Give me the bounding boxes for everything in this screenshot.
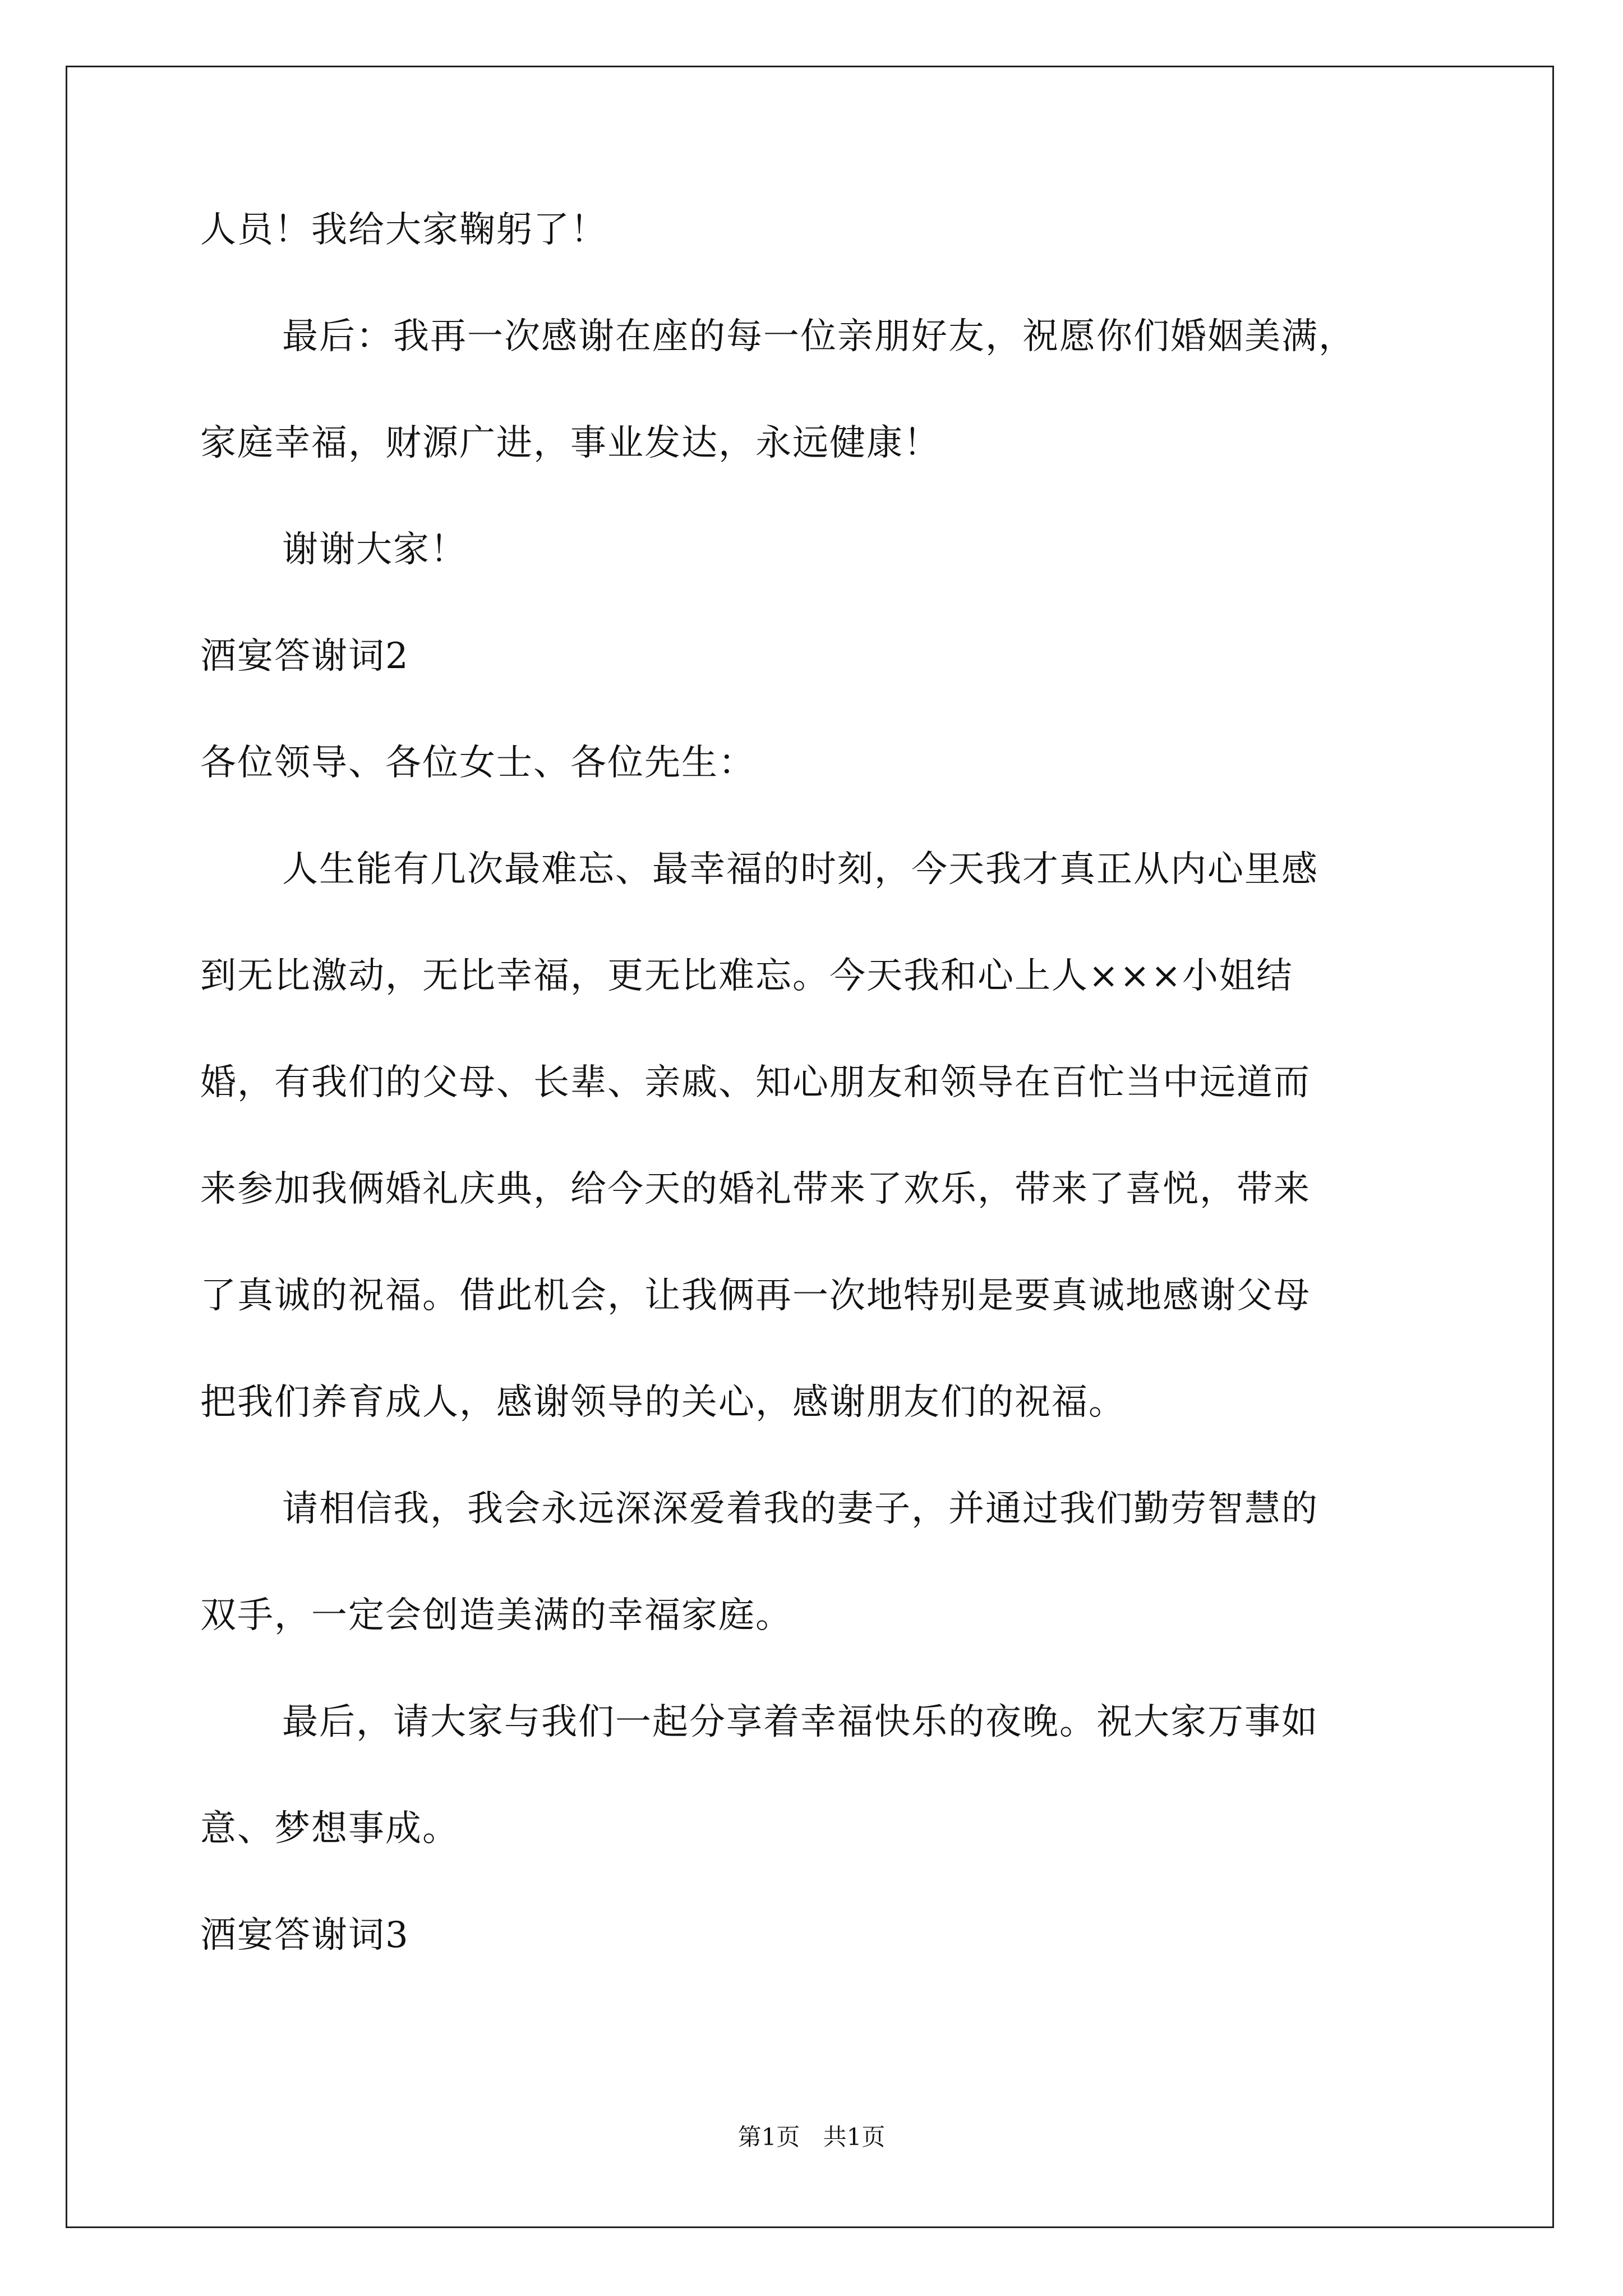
text-line: 把我们养育成人，感谢领导的关心，感谢朋友们的祝福。 — [200, 1382, 1126, 1423]
text-line: 最后：我再一次感谢在座的每一位亲朋好友，祝愿你们婚姻美满， — [282, 316, 1355, 357]
text-line: 请相信我，我会永远深深爱着我的妻子，并通过我们勤劳智慧的 — [282, 1488, 1318, 1530]
text-line: 家庭幸福，财源广进，事业发达，永远健康！ — [200, 422, 940, 464]
text-line: 婚，有我们的父母、长辈、亲戚、知心朋友和领导在百忙当中远道而 — [200, 1062, 1311, 1103]
text-line: 最后，请大家与我们一起分享着幸福快乐的夜晚。祝大家万事如 — [282, 1701, 1318, 1743]
text-line: 谢谢大家！ — [282, 529, 467, 570]
page-number: 第1页 — [737, 2123, 800, 2151]
section-heading: 酒宴答谢词2 — [200, 636, 409, 677]
text-line: 了真诚的祝福。借此机会，让我俩再一次地特别是要真诚地感谢父母 — [200, 1275, 1311, 1317]
text-line: 到无比激动，无比幸福，更无比难忘。今天我和心上人×××小姐结 — [200, 955, 1293, 997]
text-line: 来参加我俩婚礼庆典，给今天的婚礼带来了欢乐，带来了喜悦，带来 — [200, 1168, 1311, 1210]
section-heading: 酒宴答谢词3 — [200, 1915, 409, 1956]
page-footer — [0, 2123, 1623, 2151]
text-line: 人员！我给大家鞠躬了！ — [200, 209, 607, 251]
text-line: 双手，一定会创造美满的幸福家庭。 — [200, 1595, 792, 1636]
text-line: 意、梦想事成。 — [200, 1808, 459, 1849]
salutation: 各位领导、各位女士、各位先生： — [200, 742, 755, 784]
text-line: 人生能有几次最难忘、最幸福的时刻，今天我才真正从内心里感 — [282, 849, 1318, 890]
page-total: 共1页 — [823, 2123, 886, 2151]
page-border — [66, 66, 1554, 2228]
